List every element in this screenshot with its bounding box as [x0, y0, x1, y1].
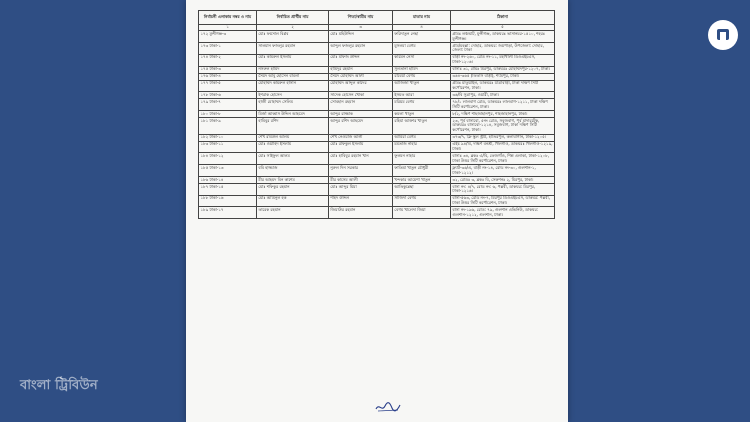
cell-candidate: হাজী মোহাম্মদ সেলিম	[257, 99, 329, 111]
cell-address: বাসা নং-১৯৬, রোড: ৭৯, গুলশান এভিনিউ, ডাকঘর: গুলশান-১২১২, গুলশান, ঢাকা।	[451, 207, 555, 219]
cell-constituency: ১৮৩ ঢাকা-১১	[199, 141, 257, 153]
cell-constituency: ১৮৮ ঢাকা-১৬	[199, 195, 257, 207]
table-row	[199, 92, 555, 99]
table-row	[199, 42, 555, 54]
cell-mother: ফুলমন নাহার	[393, 153, 451, 165]
cell-candidate: মোঃ ওয়াহিদ ইসলাম	[257, 141, 329, 153]
cell-candidate: মোহাম্মদ কামরুল হাসান	[257, 80, 329, 92]
cell-constituency: ১৮৯ ঢাকা-১৭	[199, 207, 257, 219]
signature-icon	[374, 400, 402, 414]
cell-candidate: সৈয়দ আবু হোসেন বাবলা	[257, 73, 329, 80]
cell-candidate: মীর আহমদ বিন কাশেম	[257, 176, 329, 183]
table-row	[199, 153, 555, 165]
table-row	[199, 141, 555, 153]
watermark-logo: বাংলা ট্রিবিউন	[20, 378, 98, 393]
cell-mother: খন্দকার আয়েশা খাতুন	[393, 176, 451, 183]
cell-address: বাসাঃ ৩১, গ্রামঃ মিরপুর, ডাকঘরঃ মোহাম্মদপুর-১২০৭, ঢাকা।	[451, 66, 555, 73]
cell-constituency: ১৭৪ ঢাকা-২	[199, 54, 257, 66]
cell-father: মোহাম্মদ আব্দুল কাদের	[329, 80, 393, 92]
table-row	[199, 176, 555, 183]
cell-mother: আতিকুন্নেছা	[393, 183, 451, 195]
cell-candidate: মোঃ আমিনুল হক	[257, 195, 329, 207]
cell-mother: রহিমা আক্তার খাতুন	[393, 118, 451, 135]
cell-mother: রাবেয়া বেগম	[393, 73, 451, 80]
cell-mother: সুলতানা হামিদ	[393, 66, 451, 73]
cell-mother: কমলা খাতুন	[393, 111, 451, 118]
table-row	[199, 134, 555, 141]
table-row	[199, 73, 555, 80]
cell-candidate: মোঃ শফিকুর রহমান	[257, 183, 329, 195]
cell-address: ৩৬৪-৩৬৫ (তিতাস বাড়ী), শ্যামপুর, ঢাকা।	[451, 73, 555, 80]
cell-father: মোঃ আব্দুর মিয়া	[329, 183, 393, 195]
cell-address: ৩৭৩/৭, ফ্রি স্কুল স্ট্রীট, হাতিরপুল, কলাবাগান, ঢাকা-১২০৫।	[451, 134, 555, 141]
header-address: ঠিকানা	[451, 11, 555, 25]
cell-mother: ফাতিমা খাতুন চৌধুরী	[393, 165, 451, 177]
cell-mother: সাজিদা বেগম	[393, 195, 451, 207]
cell-father: মোঃ রফিকুল ইসলাম	[329, 141, 393, 153]
cell-constituency: ১৮৭ ঢাকা-১৫	[199, 183, 257, 195]
cell-father: সৈয়দ মোহাম্মদ আলী	[329, 73, 393, 80]
cell-father: মোঃ মহিউদ্দিন	[329, 31, 393, 43]
cell-address: ৩৬/বি সুত্রাপুর, ওয়ারী, ঢাকা।	[451, 92, 555, 99]
header-mother: মাতার নাম	[393, 11, 451, 25]
cell-constituency: ১৭৭ ঢাকা-৫	[199, 80, 257, 92]
cell-mother: করিমন নেসা	[393, 54, 451, 66]
column-number: ২	[257, 25, 329, 31]
cell-constituency: ১৮০ ঢাকা-৮	[199, 111, 257, 118]
table-row	[199, 183, 555, 195]
cell-candidate: হাবিবুর রশিদ	[257, 118, 329, 135]
cell-constituency: ১৭৫ ঢাকা-৩	[199, 66, 257, 73]
cell-father: মীর কাসেম আলী	[329, 176, 393, 183]
table-row	[199, 54, 555, 66]
cell-candidate: মির্জা আব্বাস উদ্দিন আহমেদ	[257, 111, 329, 118]
cell-mother: মমতাজ নাহার	[393, 141, 451, 153]
cell-address: ৮/২, দক্ষিণ শাহজাহানপুর, শাহজাহানপুর, ঢাকা।	[451, 111, 555, 118]
cell-address: ২৩, পূর্ব বাসাবো, ৫নং রোড, সবুজবাগ, পূর্ব মাদারটেক, ডাকঘরঃ বাসাবো-১২১৪, সবুজবাগ, ঢাকা দক্ষিণ সিটি কর্পোরেশন, ঢাকা।	[451, 118, 555, 135]
cell-constituency: ১৮১ ঢাকা-৯	[199, 118, 257, 135]
cell-address: গ্রামঃ মাতুয়াইল, ডাকঘরঃ যাত্রাবাড়ী, ঢাকা দক্ষিণ সিটি কর্পোরেশন, ঢাকা।	[451, 80, 555, 92]
cell-candidate: মোঃ ফয়সাল বিপ্লব	[257, 31, 329, 43]
cell-mother: মুসলমা বেগম	[393, 42, 451, 54]
cell-father: শহিদ উদ্দিন	[329, 195, 393, 207]
cell-mother: ইসমত আরা	[393, 92, 451, 99]
cell-father: আব্দুর রাজ্জাক	[329, 111, 393, 118]
cell-address: বাসা-৫৬৩, রোড নং-৭, মিরপুর ডিওএইচএস, ডাকঘর: পল্লবী, ঢাকা উত্তর সিটি কর্পোরেশন, ঢাকা।	[451, 195, 555, 207]
column-number: ৩	[329, 25, 393, 31]
cell-candidate: সালমান ফজলুর রহমান	[257, 42, 329, 54]
logo-badge-glyph	[715, 27, 731, 43]
cell-address: বাসাঃ ৩৪, ব্লকঃ এ/বি, তেজগাঁও, শিল্প এলাকা, ঢাকা-১২০৮, ঢাকা উত্তর সিটি কর্পোরেশন, ঢাকা।	[451, 153, 555, 165]
header-constituency: নির্বাচনী এলাকার নম্বর ও নাম	[199, 11, 257, 25]
cell-address: ফ্ল্যাট-৩৬/এ, বাড়ী নং-১৪, রোড নং-৩০, গুলশান-১, ঢাকা-১২১২।	[451, 165, 555, 177]
header-father: পিতা/স্বামীর নাম	[329, 11, 393, 25]
cell-father: নুরুল দিন সরকার	[329, 165, 393, 177]
table-row	[199, 195, 555, 207]
cell-constituency: ১৮৫ ঢাকা-১৩	[199, 165, 257, 177]
column-number: ৫	[451, 25, 555, 31]
header-candidate: নির্বাচিত প্রার্থীর নাম	[257, 11, 329, 25]
table-row	[199, 207, 555, 219]
table-row	[199, 165, 555, 177]
cell-address: বাড়ী নং-২৬০, রোড নং-১১, মহাখালী ডিওএইচএস, ঢাকা-১২০৬।	[451, 54, 555, 66]
cell-father: মোঃ হাবিবুর রহমান খান	[329, 153, 393, 165]
cell-constituency: ১৭৮ ঢাকা-৬	[199, 92, 257, 99]
table-row	[199, 31, 555, 43]
cell-constituency: ১৭২ মুন্সীগঞ্জ-৩	[199, 31, 257, 43]
cell-father: সাদেক হোসেন খোকা	[329, 92, 393, 99]
cell-father: শেখ নেওয়াজ আলী	[329, 134, 393, 141]
cell-address: গ্রামঃ লঞ্চঘাট, মুন্সীগঞ্জ, ডাকঘরঃ ভাসানচর-১৫১০, শহরঃ মুন্সীগঞ্জ।	[451, 31, 555, 43]
cell-address: এইচ ৯৪/বি, দক্ষিণ বনশ্রী, খিলগাঁও, ডাকঘরঃ খিলগাঁও-১২১৯, ঢাকা।	[451, 141, 555, 153]
cell-father: মোঃ মফিজ উদ্দিন	[329, 54, 393, 66]
table-row	[199, 66, 555, 73]
cell-candidate: তারেক রহমান	[257, 207, 329, 219]
logo-badge-icon[interactable]	[708, 20, 738, 50]
cell-constituency: ১৮২ ঢাকা-১০	[199, 134, 257, 141]
cell-constituency: ১৭৬ ঢাকা-৪	[199, 73, 257, 80]
cell-constituency: ১৮৬ ঢাকা-১৪	[199, 176, 257, 183]
cell-address: ৭৮/১ লালবাগ রোড, ডাকঘরঃ লালবাগ-১২১১, ঢাকা দক্ষিণ সিটি কর্পোরেশন, ঢাকা।	[451, 99, 555, 111]
cell-address: গ্রাম/মহল্লা: দোহার, ডাকঘর: জয়পাড়া, উপজেলা: দোহার, জেলা: ঢাকা	[451, 42, 555, 54]
table-row	[199, 111, 555, 118]
cell-constituency: ১৭৩ ঢাকা-১	[199, 42, 257, 54]
cell-candidate: নসরুল হামিদ	[257, 66, 329, 73]
document-page	[186, 0, 568, 422]
column-number: ১	[199, 25, 257, 31]
table-row	[199, 99, 555, 111]
cell-mother: ফরিদাতুন নেছা	[393, 31, 451, 43]
cell-father: জিয়াউর রহমান	[329, 207, 393, 219]
table-header-row	[199, 11, 555, 25]
cell-father: সোবহান রহমান	[329, 99, 393, 111]
results-table	[198, 10, 555, 219]
cell-mother: মরিয়ম বেগম	[393, 99, 451, 111]
cell-candidate: শেখ রবিউল আলম	[257, 134, 329, 141]
cell-father: হামিদুর রহমান	[329, 66, 393, 73]
cell-father: আব্দুর রশিদ আহমেদ	[329, 118, 393, 135]
cell-father: আব্দুল ফজলুর রহমান	[329, 42, 393, 54]
cell-address: বাসা নং: ৪/৭, রোড নং: ৬, পল্লবী, ডাকঘর: মিরপুর, ঢাকা-১২১৬।	[451, 183, 555, 195]
cell-mother: আমিরা বেগম	[393, 134, 451, 141]
cell-constituency: ১৮৪ ঢাকা-১২	[199, 153, 257, 165]
cell-mother: বেগম খালেদা জিয়া	[393, 207, 451, 219]
cell-candidate: মোঃ কামরুল ইসলাম	[257, 54, 329, 66]
table-row	[199, 118, 555, 135]
cell-candidate: ববি হাজ্জাজ	[257, 165, 329, 177]
cell-mother: আজিজা খাতুন	[393, 80, 451, 92]
cell-address: ৩২, রোডঃ ৩, ব্লকঃ বি, সেকশনঃ ২, মিরপুর, ঢাকা।	[451, 176, 555, 183]
cell-constituency: ১৭৯ ঢাকা-৭	[199, 99, 257, 111]
cell-candidate: ইশরাক হোসেন	[257, 92, 329, 99]
cell-candidate: মোঃ সাইফুল আলম	[257, 153, 329, 165]
table-row	[199, 80, 555, 92]
column-number: ৪	[393, 25, 451, 31]
